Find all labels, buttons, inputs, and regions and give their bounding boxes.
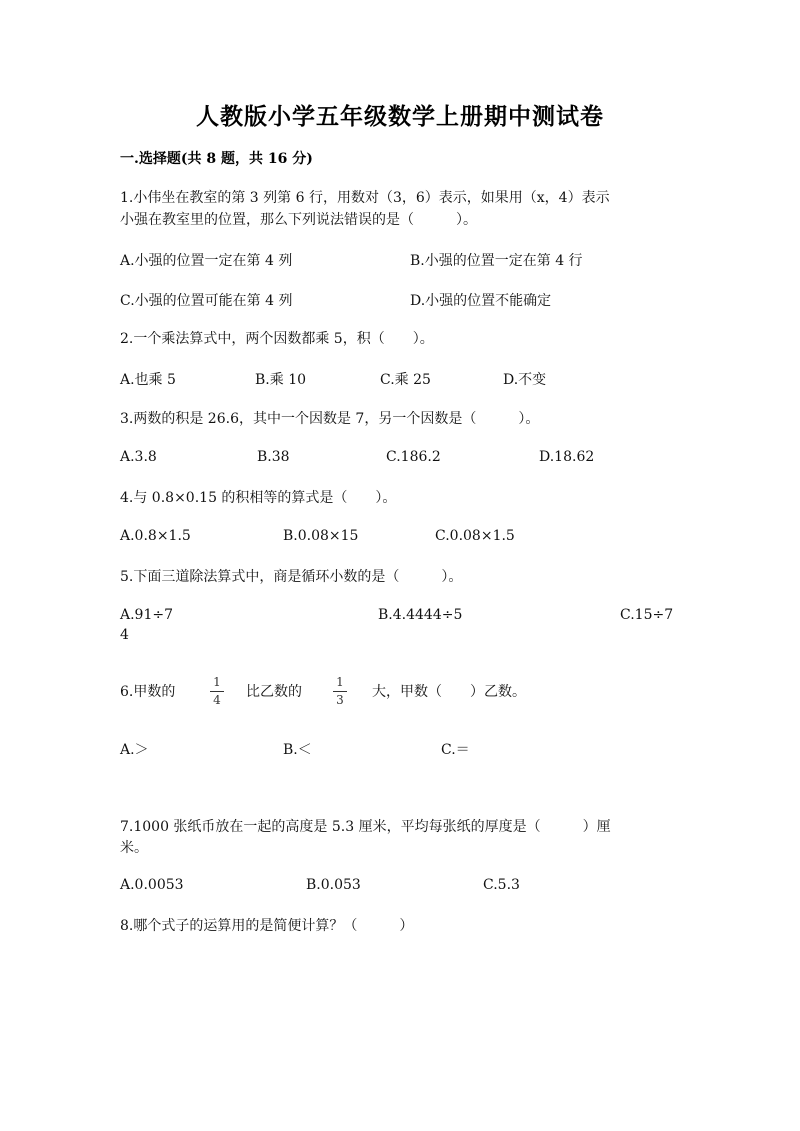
question-3-option-a: A.3.8 [120, 449, 157, 465]
question-5-overflow-text: 4 [120, 627, 129, 643]
question-1-line-1: 1.小伟坐在教室的第 3 列第 6 行，用数对（3，6）表示，如果用（x，4）表示 [120, 190, 610, 206]
fraction-numerator: 1 [333, 675, 347, 692]
question-3-option-c: C.186.2 [386, 449, 441, 465]
question-2-option-a: A.也乘 5 [120, 372, 176, 388]
question-1-option-d: D.小强的位置不能确定 [410, 293, 552, 309]
question-6-option-c: C.＝ [441, 742, 470, 758]
question-3-text: 3.两数的积是 26.6，其中一个因数是 7，另一个因数是（ ）。 [120, 411, 540, 427]
question-5-text: 5.下面三道除法算式中，商是循环小数的是（ ）。 [120, 569, 463, 585]
section-heading: 一.选择题(共 8 题，共 16 分) [120, 151, 313, 167]
question-1-line-2: 小强在教室里的位置，那么下列说法错误的是（ ）。 [120, 212, 477, 228]
question-7-option-c: C.5.3 [483, 877, 520, 893]
question-6-text-part-2: 比乙数的 [246, 684, 302, 700]
fraction-denominator: 4 [213, 693, 221, 707]
question-2-option-c: C.乘 25 [380, 372, 431, 388]
question-4-option-a: A.0.8×1.5 [120, 528, 191, 544]
question-6-text-part-1: 6.甲数的 [120, 684, 176, 700]
fraction-one-third [333, 675, 347, 708]
question-5-option-a: A.91÷7 [120, 607, 174, 623]
question-3-option-d: D.18.62 [539, 449, 595, 465]
question-1-option-a: A.小强的位置一定在第 4 列 [120, 253, 293, 269]
question-4-text: 4.与 0.8×0.15 的积相等的算式是（ ）。 [120, 490, 397, 506]
question-2-option-d: D.不变 [503, 372, 547, 388]
question-2-text: 2.一个乘法算式中，两个因数都乘 5，积（ ）。 [120, 331, 434, 347]
question-7-option-b: B.0.053 [306, 877, 361, 893]
question-3-option-b: B.38 [257, 449, 290, 465]
question-8-text: 8.哪个式子的运算用的是简便计算？（ ） [120, 918, 414, 934]
fraction-denominator: 3 [336, 693, 344, 707]
question-7-line-2: 米。 [120, 840, 148, 856]
question-1-option-b: B.小强的位置一定在第 4 行 [410, 253, 583, 269]
question-2-option-b: B.乘 10 [255, 372, 307, 388]
question-4-option-b: B.0.08×15 [283, 528, 359, 544]
question-6-text-part-3: 大，甲数（ ）乙数。 [372, 684, 526, 700]
question-7-line-1: 7.1000 张纸币放在一起的高度是 5.3 厘米，平均每张纸的厚度是（ ）厘 [120, 819, 611, 835]
fraction-numerator: 1 [210, 675, 224, 692]
question-4-option-c: C.0.08×1.5 [435, 528, 515, 544]
page-title: 人教版小学五年级数学上册期中测试卷 [196, 103, 604, 130]
fraction-one-quarter [210, 675, 224, 708]
question-6-option-a: A.＞ [120, 742, 149, 758]
question-7-option-a: A.0.0053 [120, 877, 184, 893]
question-5-option-c: C.15÷7 [620, 607, 674, 623]
question-5-option-b: B.4.4444÷5 [378, 607, 463, 623]
question-6-option-b: B.＜ [283, 742, 312, 758]
question-1-option-c: C.小强的位置可能在第 4 列 [120, 293, 293, 309]
